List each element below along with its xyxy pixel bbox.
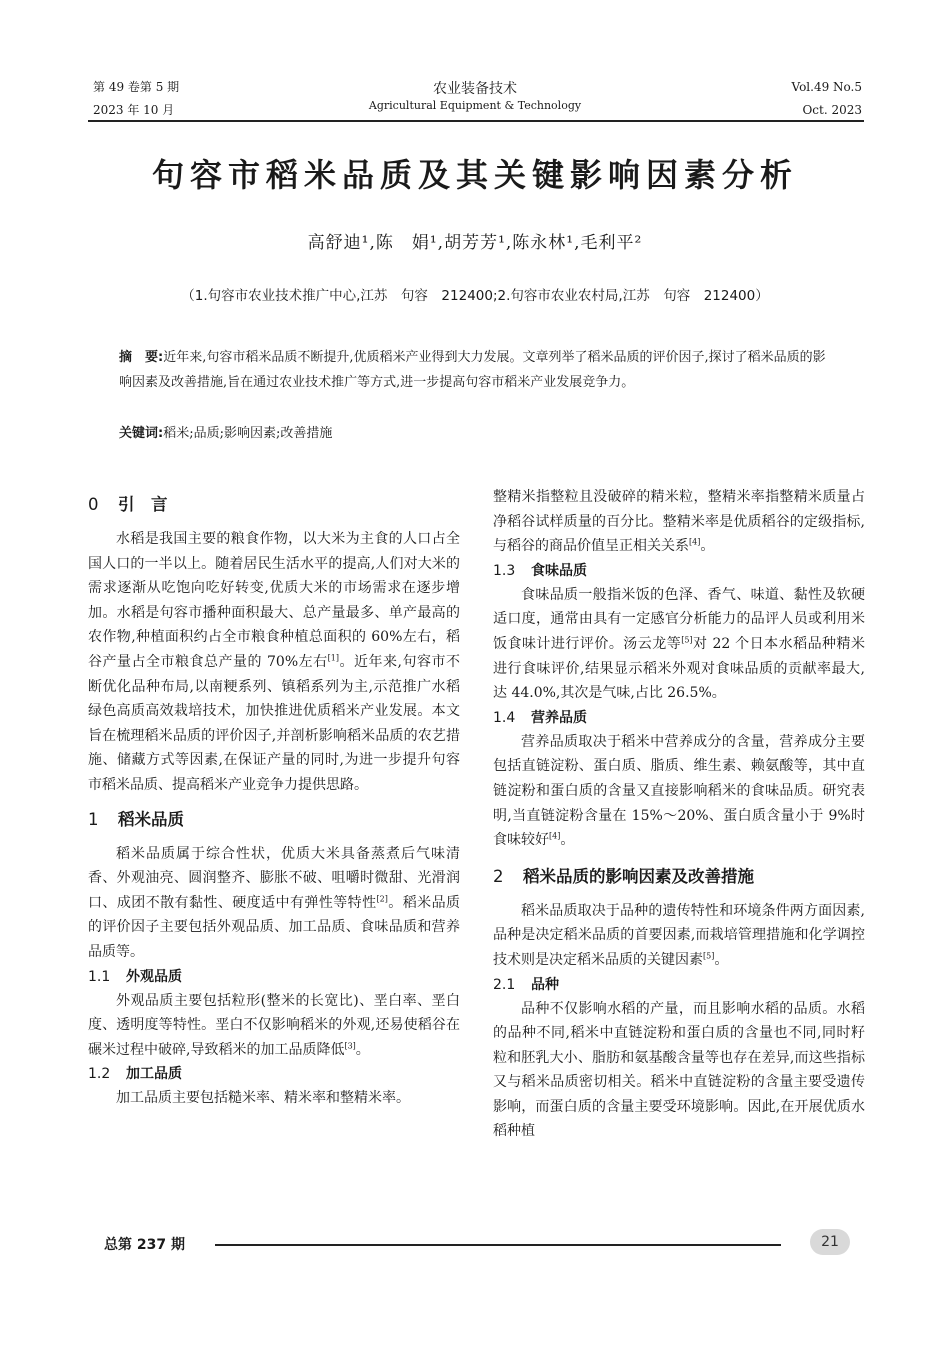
section-title: 引 言 xyxy=(118,495,168,514)
subsection-number: 1.1 xyxy=(88,968,111,985)
paragraph-text: 。稻米品质的评价因子主要包括外观品质、加工品质、食味品质和营养品质等。 xyxy=(88,894,461,960)
paragraph-text: 营养品质取决于稻米中营养成分的含量，营养成分主要包括直链淀粉、蛋白质、脂质、维生素、赖氨酸等，其中直链淀粉和蛋白质的含量又直接影响稻米的食味品质。研究表明,当直链淀粉含量在 15%～20%、蛋白质含量小于 9%时食味较好 xyxy=(493,733,865,849)
subsection-heading-variety xyxy=(493,973,865,997)
abstract-label: 摘 要: xyxy=(119,350,164,365)
paragraph: 加工品质主要包括糙米率、精米率和整精米率。 xyxy=(116,1090,410,1107)
citation: [4] xyxy=(689,537,701,547)
authors: 高舒迪¹,陈 娟¹,胡芳芳¹,陈永林¹,毛利平² xyxy=(307,233,643,253)
subsection-title: 营养品质 xyxy=(531,709,587,726)
subsection-heading-eating xyxy=(493,559,865,583)
section-title: 稻米品质 xyxy=(118,809,184,829)
citation: [5] xyxy=(681,635,693,645)
citation: [4] xyxy=(549,831,561,841)
keywords-label: 关键词: xyxy=(119,426,164,441)
paragraph xyxy=(88,842,460,965)
paragraph-text: 食味品质一般指米饭的色泽、香气、味道、黏性及软硬适口度，通常由具有一定感官分析能力的品评人员或利用米饭食味计进行评价。汤云龙等 xyxy=(493,586,865,652)
citation: [2] xyxy=(376,894,388,904)
subsection-number: 2.1 xyxy=(493,976,516,993)
paragraph-text: 。 xyxy=(700,538,715,555)
paragraph-text: 水稻是我国主要的粮食作物，以大米为主食的人口占全国人口的一半以上。随着居民生活水平的提高,人们对大米的需求逐渐从吃饱向吃好转变,优质大米的市场需求在逐步增加。水稻是句容市播种面积最大、总产量最多、单产最高的农作物,种植面积约占全市粮食种植总面积的 60%左右，稻谷产量占全市粮食总产量的 70%左右 xyxy=(88,531,460,670)
section-title: 稻米品质的影响因素及改善措施 xyxy=(523,866,754,886)
paragraph-text: 。 xyxy=(355,1041,370,1058)
affiliations: （1.句容市农业技术推广中心,江苏 句容 212400;2.句容市农业农村局,江苏 句容 212400） xyxy=(181,288,769,304)
paragraph-continued xyxy=(493,485,865,559)
volume-issue-en: Vol.49 No.5 xyxy=(791,80,862,94)
keywords-text: 稻米;品质;影响因素;改善措施 xyxy=(163,426,333,441)
section-heading-intro xyxy=(88,493,460,517)
paragraph: 品种不仅影响水稻的产量，而且影响水稻的品质。水稻的品种不同,稻米中直链淀粉和蛋白质的含量也不同,同时籽粒和胚乳大小、脂肪和氨基酸含量等也存在差异,而这些指标又与稻米品质密切相关。稻米中直链淀粉的含量主要受遗传影响，而蛋白质的含量主要受环境影响。因此,在开展优质水稻种植 xyxy=(493,1000,865,1140)
date-cn: 2023 年 10 月 xyxy=(93,103,175,117)
citation: [3] xyxy=(344,1041,356,1051)
keywords xyxy=(119,423,835,445)
paragraph-text: 。 xyxy=(714,951,729,968)
paragraph xyxy=(493,730,865,853)
abstract xyxy=(119,345,835,395)
section-number: 2 xyxy=(493,866,504,886)
paragraph-text: 稻米品质取决于品种的遗传特性和环境条件两方面因素,品种是决定稻米品质的首要因素,而栽培管理措施和化学调控技术则是决定稻米品质的关键因素 xyxy=(493,902,865,968)
article-title: 句容市稻米品质及其关键影响因素分析 xyxy=(151,156,798,194)
journal-title-cn: 农业装备技术 xyxy=(433,81,517,97)
right-column xyxy=(493,485,865,1144)
paragraph xyxy=(493,583,865,706)
subsection-number: 1.2 xyxy=(88,1066,111,1083)
paragraph-text: 整精米指整粒且没破碎的精米粒，整精米率指整精米质量占净稻谷试样质量的百分比。整精米率是优质稻谷的定级指标,与稻谷的商品价值呈正相关关系 xyxy=(493,489,865,555)
paragraph xyxy=(88,527,460,798)
subsection-number: 1.3 xyxy=(493,562,516,579)
header-rule xyxy=(88,120,864,122)
section-heading-rice-quality xyxy=(88,808,460,832)
subsection-heading-appearance xyxy=(88,965,460,989)
subsection-title: 食味品质 xyxy=(531,562,587,579)
paragraph xyxy=(493,899,865,973)
subsection-title: 加工品质 xyxy=(126,1066,182,1083)
subsection-title: 品种 xyxy=(531,976,559,993)
paragraph-text: 。 xyxy=(560,832,575,849)
citation: [1] xyxy=(327,653,339,663)
abstract-text: 近年来,句容市稻米品质不断提升,优质稻米产业得到大力发展。文章列举了稻米品质的评价因子,探讨了稻米品质的影响因素及改善措施,旨在通过农业技术推广等方式,进一步提高句容市稻米产业发展竞争力。 xyxy=(119,350,826,390)
volume-issue-cn: 第 49 卷第 5 期 xyxy=(93,80,180,94)
subsection-heading-processing xyxy=(88,1062,460,1086)
left-column xyxy=(88,493,460,1111)
subsection-heading-nutrition xyxy=(493,706,865,730)
paragraph-text: 外观品质主要包括粒形(整米的长宽比)、垩白率、垩白度、透明度等特性。垩白不仅影响稻米的外观,还易使稻谷在碾米过程中破碎,导致稻米的加工品质降低 xyxy=(88,992,460,1058)
section-heading-factors xyxy=(493,865,865,889)
paragraph-text: 。近年来,句容市不断优化品种布局,以南粳系列、镇稻系列为主,示范推广水稻绿色高质高效栽培技术，加快推进优质稻米产业发展。本文旨在梳理稻米品质的评价因子,并剖析影响稻米品质的农艺措施、储藏方式等因素,在保证产量的同时,为进一步提升句容市稻米品质、提高稻米产业竞争力提供思路。 xyxy=(88,653,460,793)
footer-rule xyxy=(215,1244,781,1246)
citation: [5] xyxy=(703,951,715,961)
section-number: 0 xyxy=(88,495,99,514)
subsection-title: 外观品质 xyxy=(126,968,182,985)
section-number: 1 xyxy=(88,809,99,829)
paragraph xyxy=(88,989,460,1063)
page-number: 21 xyxy=(810,1229,850,1255)
paragraph-text: 对 22 个日本水稻品种精米进行食味评价,结果显示稻米外观对食味品质的贡献率最大,达 44.0%,其次是气味,占比 26.5%。 xyxy=(493,635,866,702)
subsection-number: 1.4 xyxy=(493,709,516,726)
total-issue-label: 总第 237 期 xyxy=(104,1237,185,1253)
journal-title-en: Agricultural Equipment & Technology xyxy=(368,99,582,112)
date-en: Oct. 2023 xyxy=(802,103,862,117)
paragraph-text: 稻米品质属于综合性状，优质大米具备蒸煮后气味清香、外观油亮、圆润整齐、膨胀不破、咀嚼时微甜、光滑润口、成团不散有黏性、硬度适中有弹性等特性 xyxy=(88,845,460,911)
